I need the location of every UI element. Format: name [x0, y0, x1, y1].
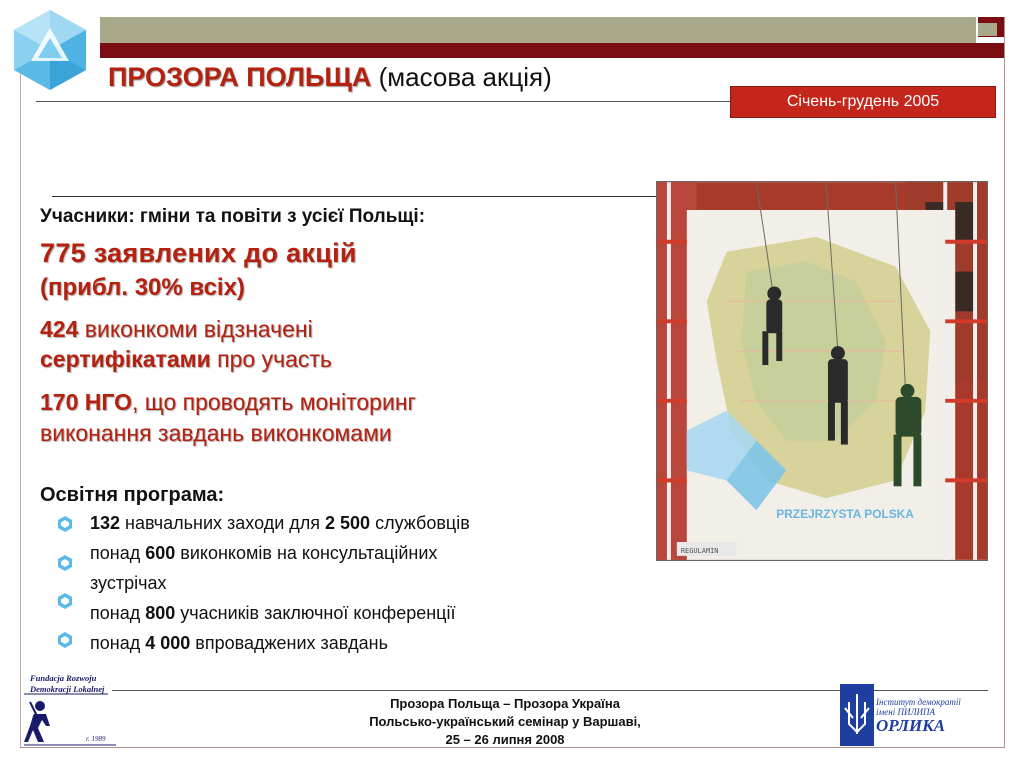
date-badge: Січень-грудень 2005	[730, 86, 996, 118]
title-main: ПРОЗОРА ПОЛЬЩА	[108, 62, 372, 92]
stat-ngo-text: , що проводять моніторинг	[132, 389, 416, 415]
stat-ngo-number: 170 НГО	[40, 389, 132, 415]
orlyk-emblem-icon	[840, 684, 874, 746]
education-heading: Освітня програма:	[40, 484, 225, 506]
edu-num: 132	[90, 513, 121, 533]
stat-certified-number: 424	[40, 316, 79, 342]
edu-text: навчальних заходи для	[120, 513, 326, 533]
stat-ngo-line2: виконання завдань виконкомами	[40, 420, 392, 446]
stat-certificates-word: сертифікатами	[40, 346, 211, 372]
header-bar-olive	[100, 17, 976, 43]
stat-certified-participation: про участь	[210, 346, 332, 372]
education-item	[90, 603, 456, 624]
bullet-hex-icon	[56, 631, 74, 649]
footer-line2: Польсько-український семінар у Варшаві,	[369, 714, 641, 729]
orlyk-logo-text	[876, 697, 961, 735]
orlyk-line3: ОРЛИКА	[876, 716, 946, 735]
stat-certified-line1	[40, 316, 313, 343]
edu-num: 4 000	[145, 633, 191, 653]
stat-declared: 775 заявлених до акцій	[40, 238, 357, 268]
frame-left	[20, 64, 21, 748]
frame-right	[1004, 17, 1005, 747]
title-subtitle: (масова акція)	[371, 62, 552, 92]
header-bar-maroon	[100, 43, 1005, 58]
campaign-banner-photo	[656, 181, 988, 561]
edu-num2: 2 500	[325, 513, 371, 533]
education-item	[90, 513, 470, 534]
edu-text: учасників заключної конференції	[175, 603, 456, 623]
edu-text: впроваджених завдань	[190, 633, 388, 653]
title-underline	[36, 101, 742, 102]
fdl-year: r. 1989	[86, 735, 106, 743]
banner-text: PRZEJRZYSTA POLSKA	[776, 507, 914, 522]
orlyk-line1: Інститут демократії	[876, 697, 961, 707]
stat-certified-line2	[40, 346, 332, 373]
edu-text: виконкомів на консультаційних	[175, 543, 438, 563]
bullet-hex-icon	[56, 515, 74, 533]
stat-declared-percent: (прибл. 30% всіх)	[40, 274, 245, 301]
page-title	[108, 62, 552, 93]
content-divider	[52, 196, 658, 197]
corner-square-inner	[978, 23, 997, 36]
edu-pre: понад	[90, 633, 146, 653]
bullet-hex-icon	[56, 554, 74, 572]
edu-pre: понад	[90, 543, 146, 563]
footer-line3: 25 – 26 липня 2008	[445, 732, 565, 747]
stat-ngo-line1	[40, 389, 416, 416]
footer-caption	[330, 695, 680, 749]
footer-line1: Прозора Польща – Прозора Україна	[390, 696, 620, 711]
bullet-hex-icon	[56, 592, 74, 610]
regulamin-sign: REGULAMIN	[680, 546, 719, 555]
edu-text2: службовців	[370, 513, 470, 533]
edu-num: 600	[145, 543, 176, 563]
participants-heading: Учасники: гміни та повіти з усієї Польщі:	[40, 206, 426, 227]
transparent-poland-hex-icon	[8, 8, 92, 92]
education-item-continued: зустрічах	[90, 573, 167, 593]
fdl-line1: Fundacja Rozwoju	[30, 673, 97, 683]
education-item	[90, 543, 437, 564]
edu-num: 800	[145, 603, 176, 623]
stat-certified-text: виконкоми відзначені	[78, 316, 313, 342]
fdl-line2: Demokracji Lokalnej	[30, 684, 105, 694]
edu-pre: понад	[90, 603, 146, 623]
education-item	[90, 633, 388, 654]
orlyk-line2: імені ПИЛИПА	[876, 707, 936, 717]
